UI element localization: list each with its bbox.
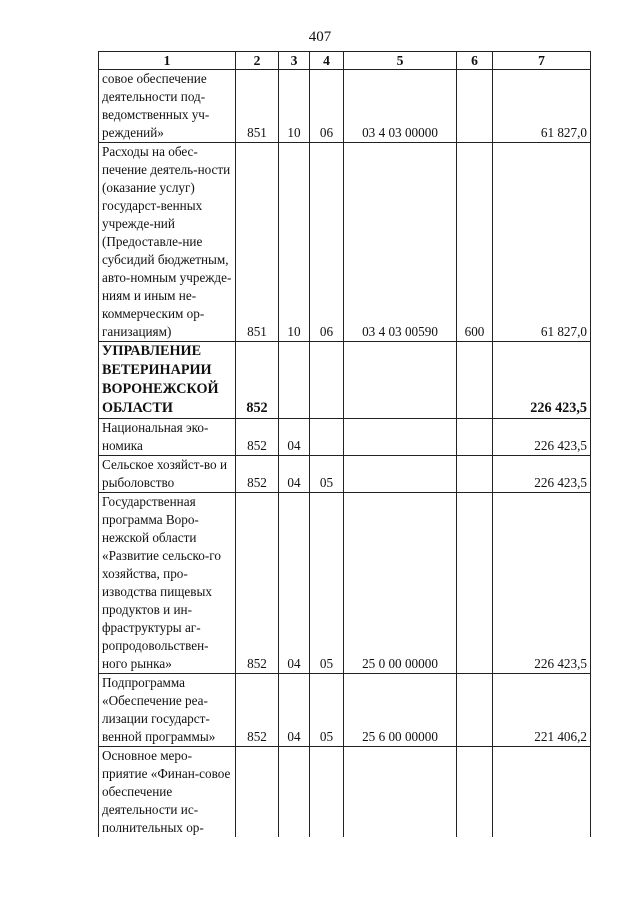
code-expense-type [457, 493, 493, 674]
amount: 61 827,0 [493, 143, 591, 342]
code-section: 10 [279, 70, 310, 143]
row-name: совое обеспечение деятельности под-ведомственных уч-реждений» [99, 70, 236, 143]
code-target: 25 6 00 00000 [344, 674, 457, 747]
code-grbs [236, 747, 279, 838]
column-header: 5 [344, 52, 457, 70]
code-grbs: 852 [236, 493, 279, 674]
budget-table [98, 51, 591, 837]
code-subsection [310, 342, 344, 419]
code-target [344, 456, 457, 493]
code-grbs: 852 [236, 419, 279, 456]
code-subsection: 06 [310, 143, 344, 342]
code-subsection: 06 [310, 70, 344, 143]
table-row [99, 493, 591, 674]
code-section [279, 342, 310, 419]
amount [493, 747, 591, 838]
code-subsection [310, 747, 344, 838]
code-section: 04 [279, 419, 310, 456]
amount: 61 827,0 [493, 70, 591, 143]
table-row [99, 143, 591, 342]
code-expense-type [457, 456, 493, 493]
column-header: 6 [457, 52, 493, 70]
code-target [344, 747, 457, 838]
row-name: Государственная программа Воро-нежской области «Развитие сельско-го хозяйства, про-изводства пищевых продуктов и ин-фраструктуры аг-ропродовольствен-ного рынка» [99, 493, 236, 674]
amount: 226 423,5 [493, 456, 591, 493]
code-target [344, 419, 457, 456]
table-row [99, 674, 591, 747]
column-header: 2 [236, 52, 279, 70]
row-name: Национальная эко-номика [99, 419, 236, 456]
code-subsection [310, 419, 344, 456]
code-expense-type [457, 70, 493, 143]
code-target: 03 4 03 00000 [344, 70, 457, 143]
code-grbs: 851 [236, 143, 279, 342]
row-name: Расходы на обес-печение деятель-ности (оказание услуг) государст-венных учрежде-ний (Предоставле-ние субсидий бюджетным, авто-номным учрежде-ниям и иным не-коммерческим ор-ганизациям) [99, 143, 236, 342]
table-row [99, 456, 591, 493]
code-section: 04 [279, 493, 310, 674]
column-header: 1 [99, 52, 236, 70]
table-header-row [99, 52, 591, 70]
table-row [99, 419, 591, 456]
code-grbs: 851 [236, 70, 279, 143]
row-name: Основное меро-приятие «Финан-совое обеспечение деятельности ис-полнительных ор- [99, 747, 236, 838]
amount: 226 423,5 [493, 342, 591, 419]
code-grbs: 852 [236, 456, 279, 493]
code-expense-type [457, 342, 493, 419]
code-target [344, 342, 457, 419]
code-target: 25 0 00 00000 [344, 493, 457, 674]
table-row-department [99, 342, 591, 419]
code-expense-type [457, 419, 493, 456]
amount: 226 423,5 [493, 493, 591, 674]
column-header: 4 [310, 52, 344, 70]
column-header: 7 [493, 52, 591, 70]
amount: 226 423,5 [493, 419, 591, 456]
row-name: Сельское хозяйст-во и рыболовство [99, 456, 236, 493]
table-row [99, 747, 591, 838]
code-grbs: 852 [236, 342, 279, 419]
code-section: 10 [279, 143, 310, 342]
code-target: 03 4 03 00590 [344, 143, 457, 342]
code-section: 04 [279, 456, 310, 493]
table-row [99, 70, 591, 143]
page-number: 407 [308, 29, 332, 45]
code-expense-type [457, 674, 493, 747]
row-name: Подпрограмма «Обеспечение реа-лизации государст-венной программы» [99, 674, 236, 747]
amount: 221 406,2 [493, 674, 591, 747]
code-section: 04 [279, 674, 310, 747]
code-subsection: 05 [310, 674, 344, 747]
row-name: УПРАВЛЕНИЕ ВЕТЕРИНАРИИ ВОРОНЕЖСКОЙ ОБЛАСТИ [99, 342, 236, 419]
code-grbs: 852 [236, 674, 279, 747]
column-header: 3 [279, 52, 310, 70]
code-expense-type [457, 747, 493, 838]
code-section [279, 747, 310, 838]
code-subsection: 05 [310, 456, 344, 493]
code-subsection: 05 [310, 493, 344, 674]
code-expense-type: 600 [457, 143, 493, 342]
